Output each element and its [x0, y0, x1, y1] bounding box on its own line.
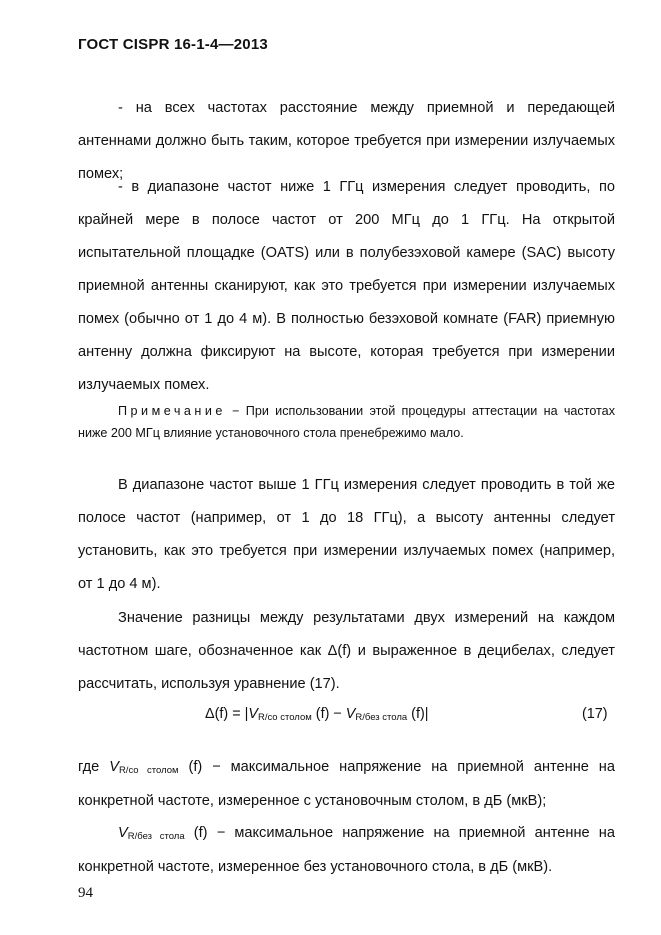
definition-2-text: − максимальное напряжение на приемной антенне на конкретной частоте, измеренное без установочного стола, в дБ (мкВ). — [78, 825, 615, 875]
definition-1-arg: (f) — [178, 759, 203, 775]
paragraph-frequency-range: - в диапазоне частот ниже 1 ГГц измерения следует проводить, по крайней мере в полосе частот от 200 МГц до 1 ГГц. На открытой испытательной площадке (OATS) или в полубезэховой камере (SAC) высоту приемной антенны сканируют, как это требуется при измерении излучаемых помех (обычно от 1 до 4 м). В полностью безэховой комнате (FAR) приемную антенну должна фиксируют на высоте, которая требуется при измерении излучаемых помех. — [78, 179, 615, 393]
note-label: Примечание — [118, 404, 226, 418]
definition-1-text: − максимальное напряжение на приемной антенне на конкретной частоте, измеренное с установочным столом, в дБ (мкВ); — [78, 759, 615, 809]
equation-lhs: Δ(f) = | — [205, 706, 249, 722]
equation-v2-subscript: R/без стола — [355, 712, 408, 723]
equation-17 — [205, 706, 429, 722]
paragraph-difference: Значение разницы между результатами двух измерений на каждом частотном шаге, обозначенное как Δ(f) и выраженное в децибелах, следует рассчитать, используя уравнение (17). — [78, 610, 615, 692]
definition-2-arg: (f) — [184, 825, 208, 841]
definition-with-table — [78, 751, 615, 818]
equation-rhs: (f)| — [407, 706, 429, 722]
definition-1-var: V — [109, 759, 119, 775]
page-number: 94 — [78, 885, 93, 901]
equation-mid: (f) − — [311, 706, 346, 722]
equation-v1: V — [248, 706, 258, 722]
equation-v2: V — [345, 706, 356, 722]
note — [78, 400, 615, 444]
definition-prefix: где — [78, 759, 110, 775]
paragraph-above-1ghz: В диапазоне частот выше 1 ГГц измерения следует проводить в той же полосе частот (например, от 1 до 18 ГГц), а высоту антенны следует установить, как это требуется при измерении излучаемых помех (например, от 1 до 4 м). — [78, 477, 615, 592]
equation-v1-subscript: R/со столом — [257, 712, 312, 723]
definition-2-subscript: R/без стола — [127, 831, 185, 842]
paragraph-distance: - на всех частотах расстояние между приемной и передающей антеннами должно быть таким, которое требуется при измерении излучаемых помех; — [78, 100, 615, 182]
definition-without-table — [78, 817, 615, 884]
definition-2-var: V — [118, 825, 128, 841]
note-text: − При использовании этой процедуры аттестации на частотах ниже 200 МГц влияние установочного стола пренебрежимо мало. — [78, 404, 615, 440]
equation-number: (17) — [582, 706, 608, 722]
page-header: ГОСТ CISPR 16-1-4—2013 — [78, 36, 268, 53]
definition-1-subscript: R/со столом — [118, 765, 179, 776]
